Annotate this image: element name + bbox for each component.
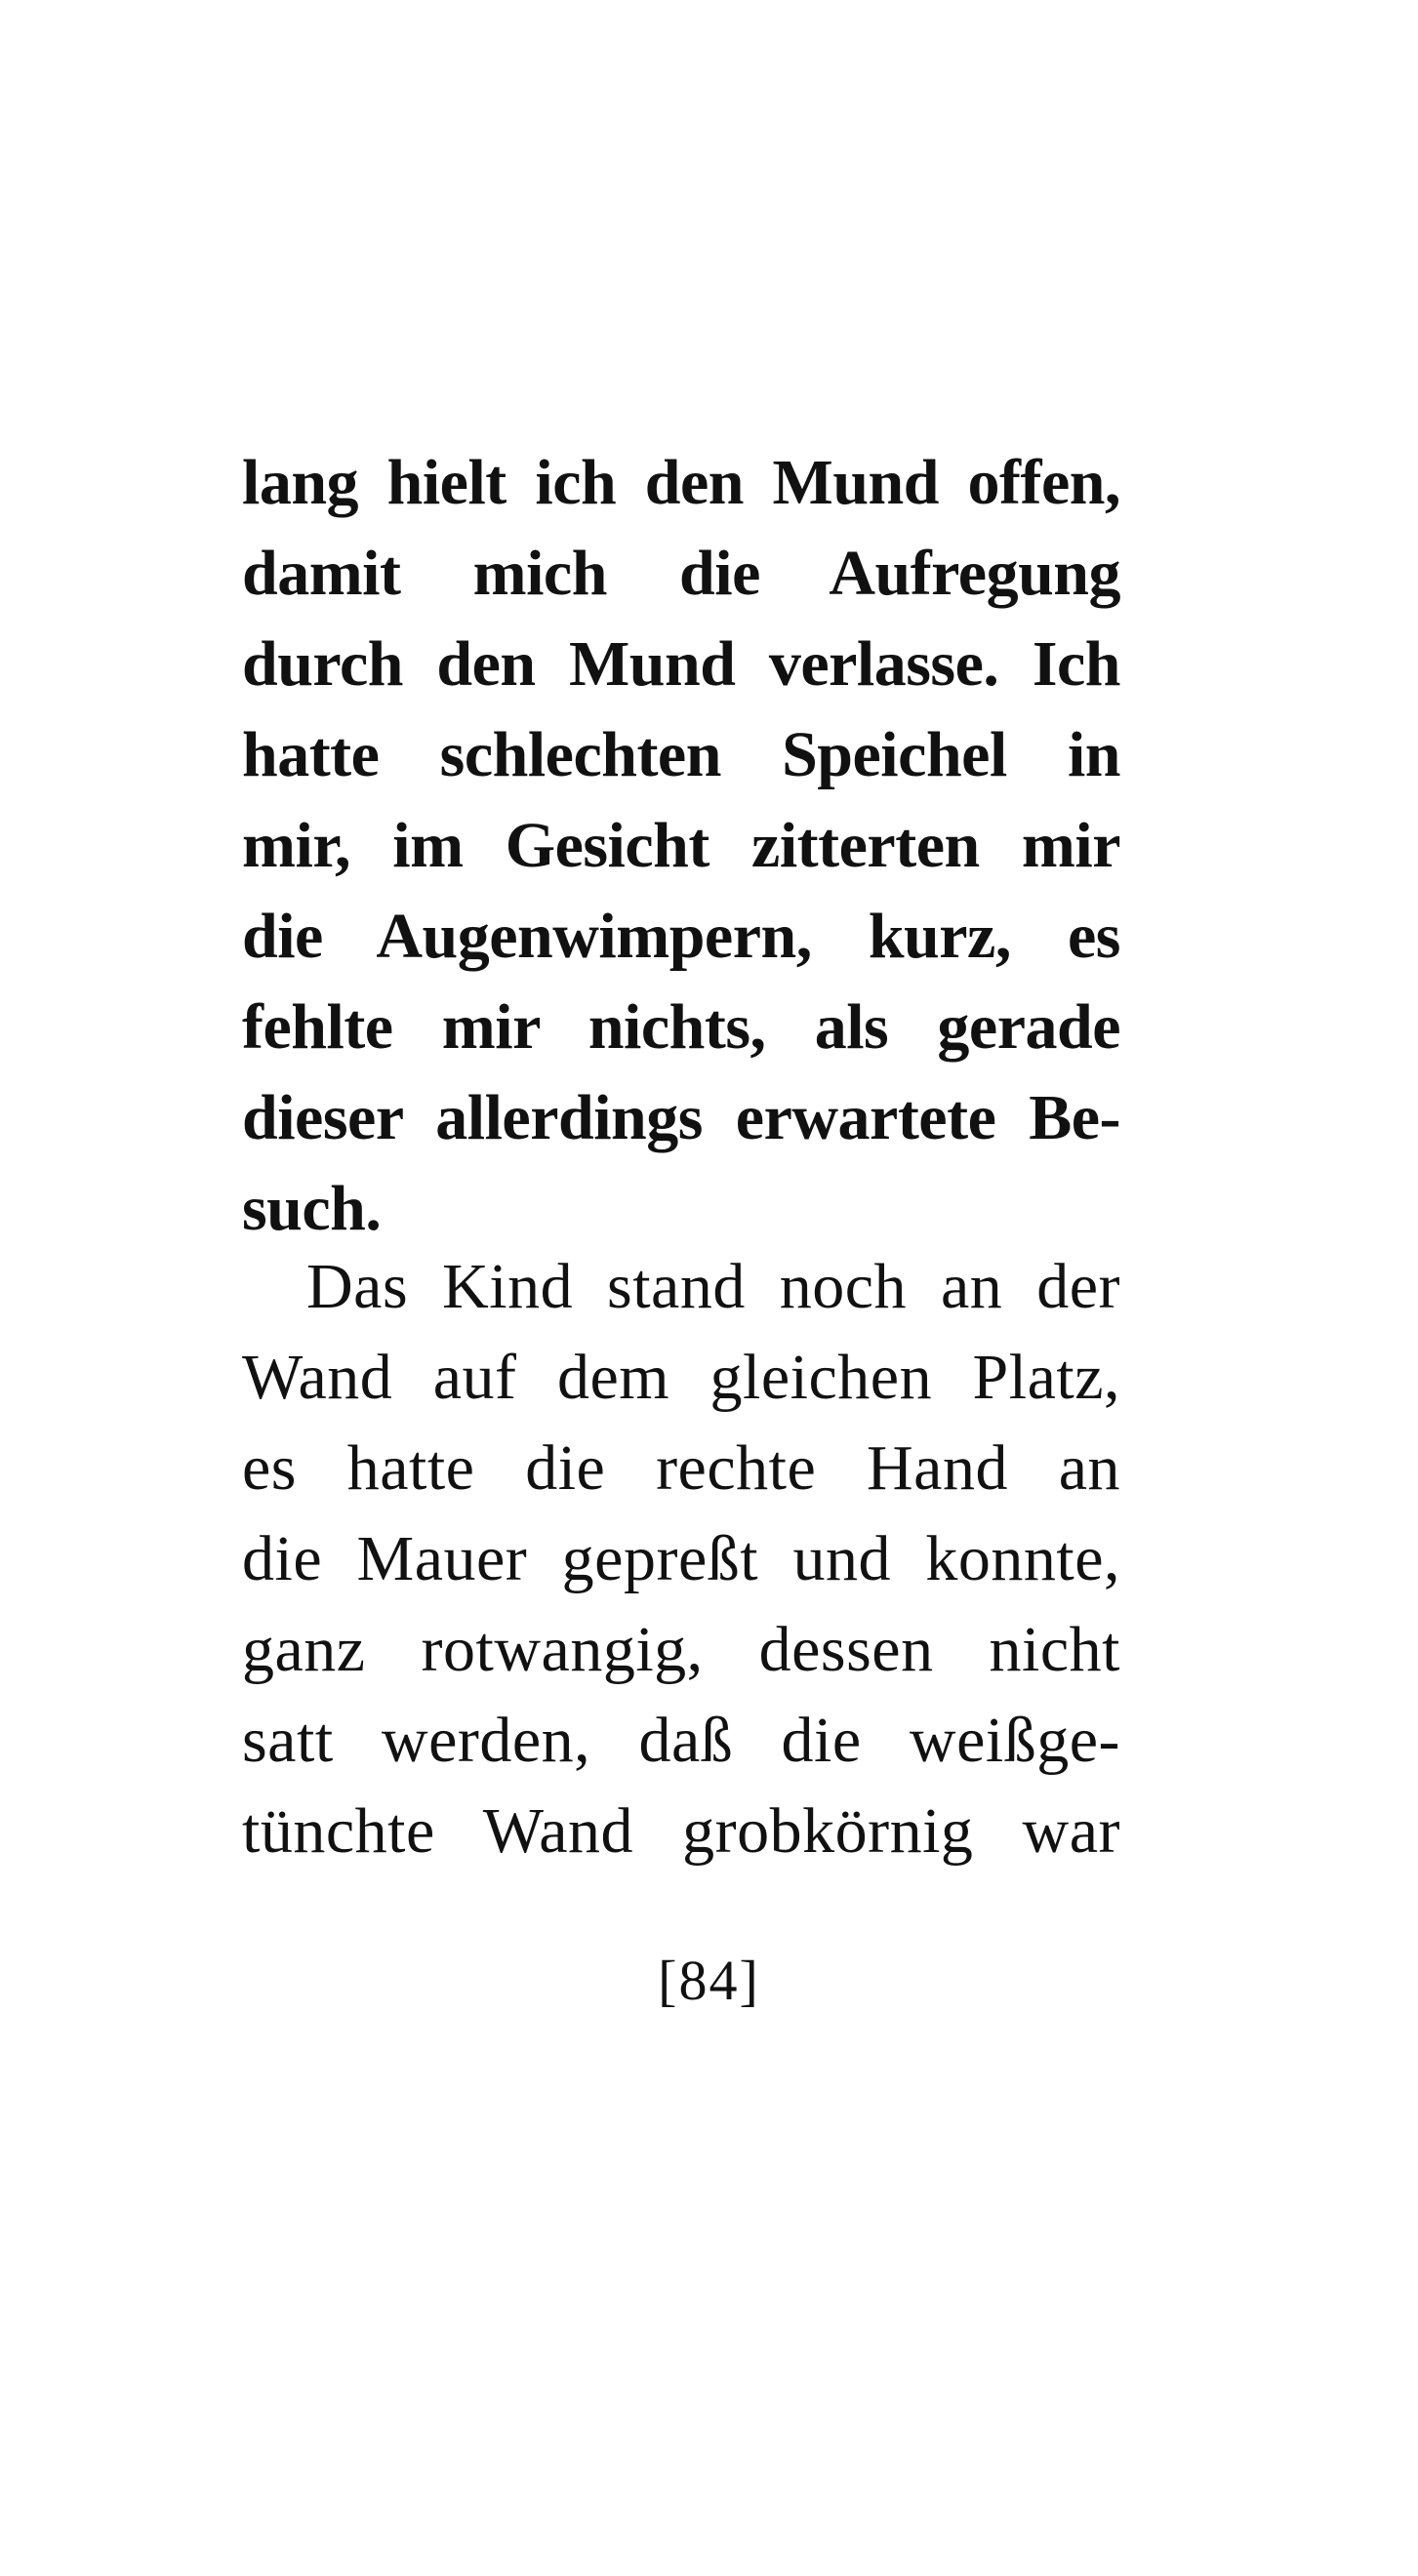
text-line: damit mich die Aufregung [242,538,1120,609]
text-line: such. [242,1173,382,1244]
text-line: mir, im Gesicht zitterten mir [242,810,1120,881]
text-line: dieser allerdings erwartete Be- [242,1082,1120,1153]
text-line: hatte schlechten Speichel in [242,719,1120,790]
text-line: Wand auf dem gleichen Platz, [242,1342,1120,1413]
text-line: Das Kind stand noch an der [306,1251,1120,1322]
text-line: die Augenwimpern, kurz, es [242,901,1120,972]
paragraph-2 [242,1241,1120,1876]
text-line: lang hielt ich den Mund offen, [242,447,1120,518]
text-line: es hatte die rechte Hand an [242,1432,1120,1504]
text-line: durch den Mund verlasse. Ich [242,628,1120,700]
text-line: tünchte Wand grobkörnig war [242,1795,1120,1867]
paragraph-1 [242,437,1120,1254]
text-line: ganz rotwangig, dessen nicht [242,1614,1120,1685]
text-line: fehlte mir nichts, als gerade [242,991,1120,1063]
page-number: [84] [658,1949,760,2012]
text-line: die Mauer gepreßt und konnte, [242,1523,1120,1594]
text-line: satt werden, daß die weißge- [242,1705,1120,1776]
